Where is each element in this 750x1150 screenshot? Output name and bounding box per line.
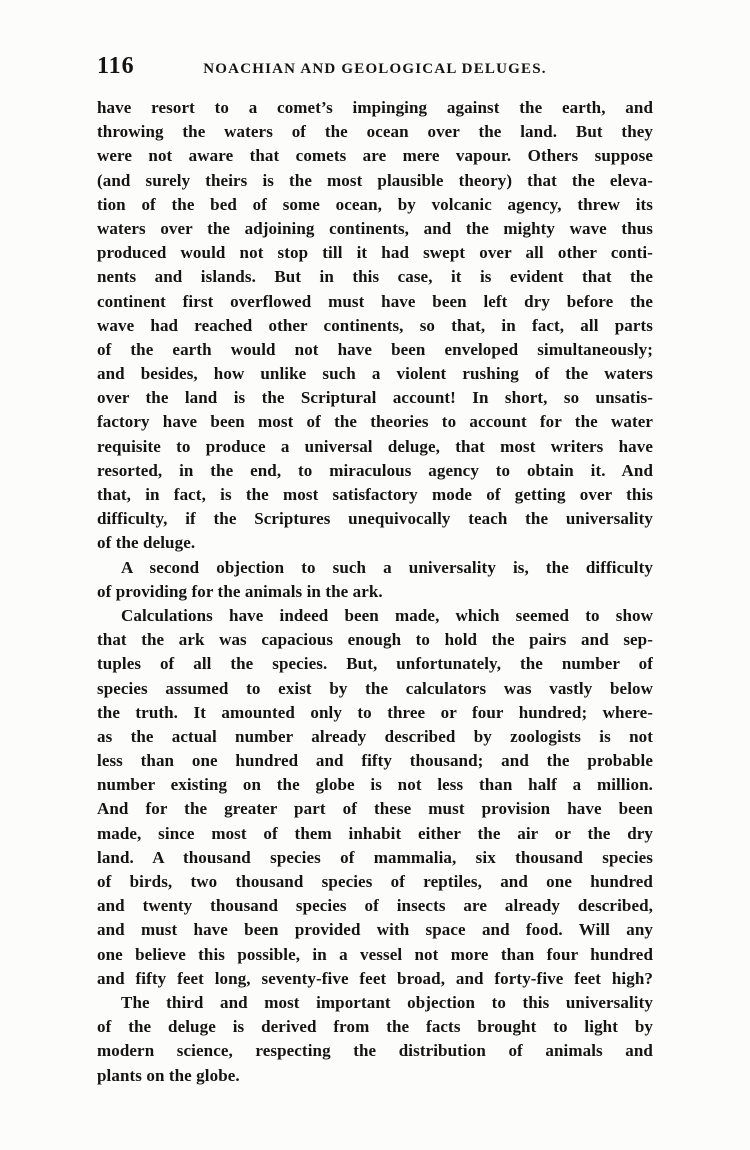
text-line: over the land is the Scriptural account! In short, so unsatis- bbox=[97, 388, 653, 408]
text-line: made, since most of them inhabit either the air or the dry bbox=[97, 823, 653, 843]
text-line: waters over the adjoining continents, and the mighty wave thus bbox=[97, 218, 653, 238]
text-line: that the ark was capacious enough to hold the pairs and sep- bbox=[97, 630, 653, 650]
text-line: of the deluge. bbox=[97, 533, 196, 553]
text-line: of the deluge is derived from the facts brought to light by bbox=[97, 1017, 653, 1037]
text-line: species assumed to exist by the calculators was vastly below bbox=[97, 678, 653, 698]
text-line: the truth. It amounted only to three or four hundred; where- bbox=[97, 702, 653, 722]
text-line: modern science, respecting the distribution of animals and bbox=[97, 1041, 653, 1061]
text-line: were not aware that comets are mere vapour. Others suppose bbox=[97, 146, 653, 166]
text-line: that, in fact, is the most satisfactory mode of getting over this bbox=[97, 485, 653, 504]
running-header: NOACHIAN AND GEOLOGICAL DELUGES. bbox=[203, 61, 547, 77]
text-line: of birds, two thousand species of reptiles, and one hundred bbox=[97, 872, 653, 891]
text-line: tion of the bed of some ocean, by volcanic agency, threw its bbox=[97, 194, 653, 214]
text-line: nents and islands. But in this case, it is evident that the bbox=[97, 267, 653, 287]
text-line: and fifty feet long, seventy-five feet broad, and forty-five feet high? bbox=[97, 968, 653, 988]
text-line: The third and most important objection to this universality bbox=[121, 992, 653, 1012]
text-line: and twenty thousand species of insects are already described, bbox=[97, 896, 653, 916]
text-line: land. A thousand species of mammalia, six thousand species bbox=[97, 847, 653, 867]
text-line: less than one hundred and fifty thousand; and the probable bbox=[97, 751, 653, 771]
text-line: number existing on the globe is not less than half a million. bbox=[97, 775, 653, 795]
text-line: have resort to a comet’s impinging against the earth, and bbox=[97, 98, 653, 117]
text-line: and must have been provided with space and food. Will any bbox=[97, 920, 653, 940]
page-number: 116 bbox=[97, 53, 135, 79]
text-line: And for the greater part of these must provision have been bbox=[97, 799, 653, 819]
text-line: resorted, in the end, to miraculous agency to obtain it. And bbox=[97, 460, 653, 480]
text-line: Calculations have indeed been made, which seemed to show bbox=[121, 605, 653, 625]
text-line: (and surely theirs is the most plausible theory) that the eleva- bbox=[97, 170, 653, 190]
text-line: and besides, how unlike such a violent rushing of the waters bbox=[97, 364, 653, 384]
text-line: produced would not stop till it had swept over all other conti- bbox=[97, 243, 653, 263]
page-body bbox=[97, 96, 653, 1088]
text-line: tuples of all the species. But, unfortunately, the number of bbox=[97, 654, 653, 674]
text-line: as the actual number already described by zoologists is not bbox=[97, 726, 653, 746]
text-line: difficulty, if the Scriptures unequivocally teach the universality bbox=[97, 509, 653, 529]
text-line: throwing the waters of the ocean over the land. But they bbox=[97, 122, 653, 142]
text-line: one believe this possible, in a vessel not more than four hundred bbox=[97, 944, 653, 964]
text-line: plants on the globe. bbox=[97, 1065, 240, 1085]
text-line: requisite to produce a universal deluge, that most writers have bbox=[97, 436, 653, 456]
text-line: of the earth would not have been enveloped simultaneously; bbox=[97, 339, 653, 359]
text-line: factory have been most of the theories to account for the water bbox=[97, 412, 653, 432]
text-line: of providing for the animals in the ark. bbox=[97, 581, 383, 601]
text-line: wave had reached other continents, so that, in fact, all parts bbox=[97, 315, 653, 335]
text-line: A second objection to such a universality is, the difficulty bbox=[121, 557, 653, 577]
text-line: continent first overflowed must have been left dry before the bbox=[97, 291, 653, 311]
